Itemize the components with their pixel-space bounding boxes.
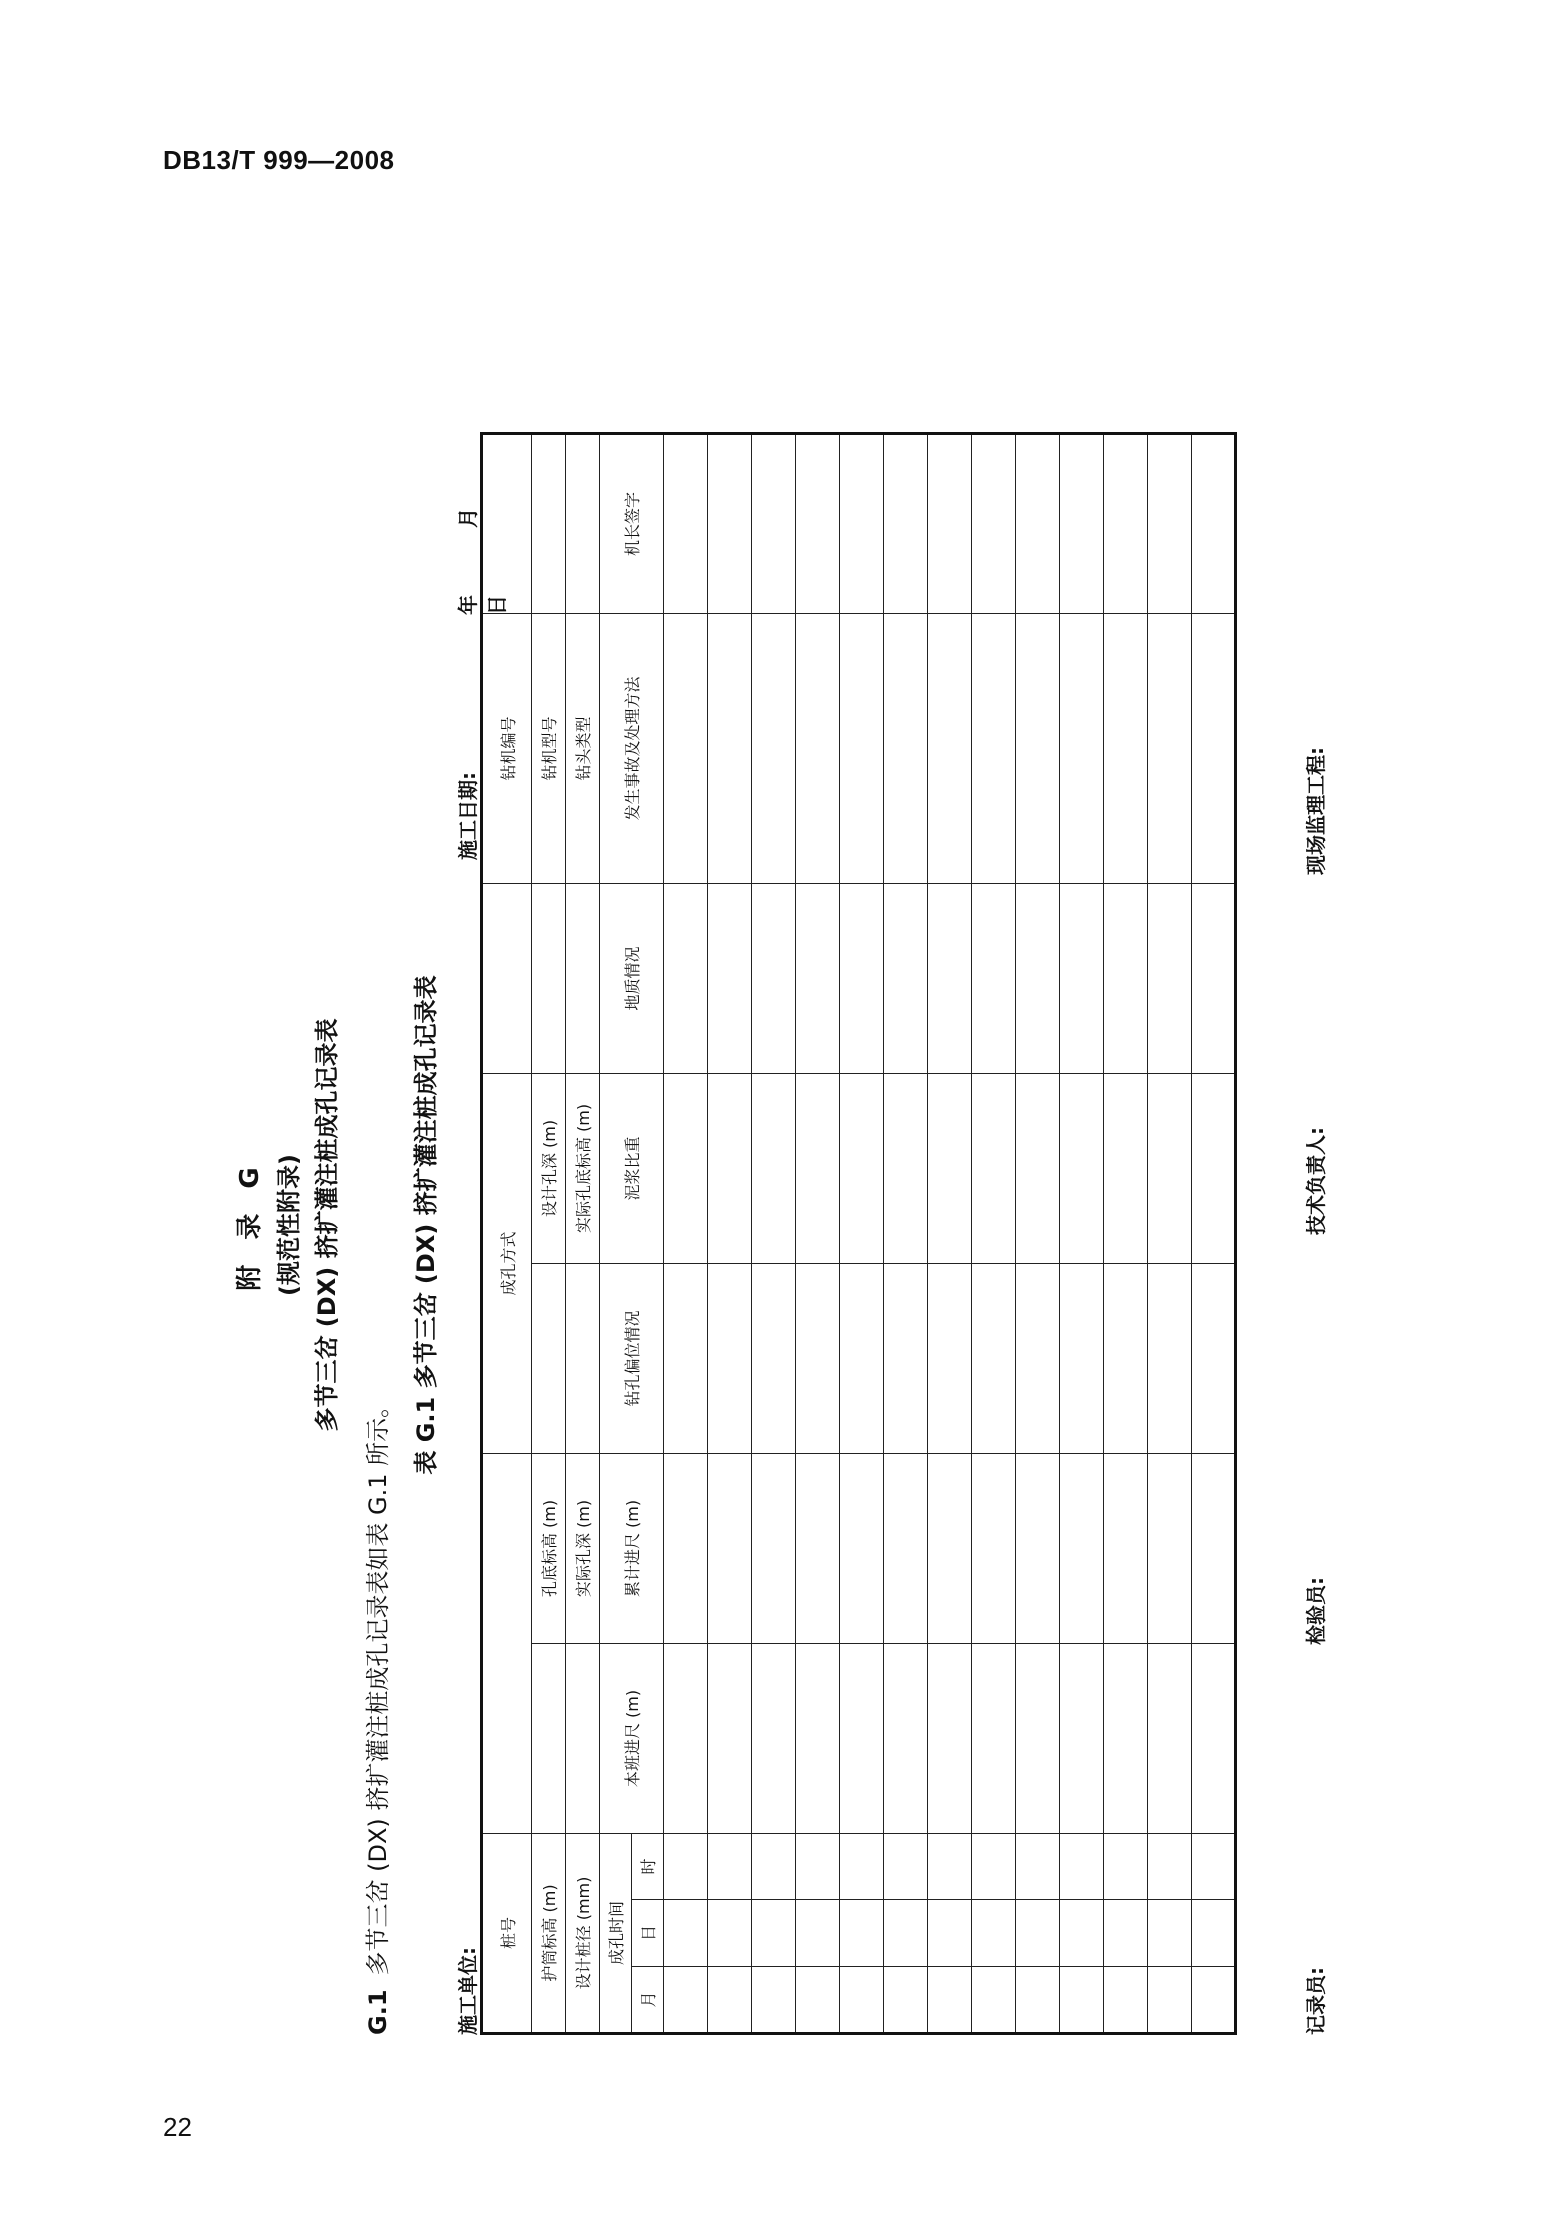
table-cell[interactable]: [1192, 883, 1236, 1073]
table-cell[interactable]: [796, 1453, 840, 1643]
table-row: [1016, 433, 1060, 2033]
boring-time-header: 成孔时间: [600, 1833, 632, 2033]
actual-bottom-elevation-value[interactable]: [566, 883, 600, 1073]
table-cell[interactable]: [1104, 1643, 1148, 1833]
table-cell[interactable]: [972, 613, 1016, 883]
construction-date-label: 施工日期:: [456, 772, 480, 860]
table-row: [752, 433, 796, 2033]
design-diameter-value[interactable]: [566, 1643, 600, 1833]
table-cell[interactable]: [796, 433, 840, 613]
table-cell[interactable]: [708, 1833, 752, 1899]
table-cell[interactable]: [928, 883, 972, 1073]
page-number: 22: [163, 2112, 192, 2142]
table-cell[interactable]: [1104, 433, 1148, 613]
appendix-titles: [230, 415, 346, 2035]
table-cell[interactable]: [796, 1643, 840, 1833]
table-cell[interactable]: [1192, 433, 1236, 613]
table-row: [1060, 433, 1104, 2033]
table-cell[interactable]: [1060, 1833, 1104, 1899]
geology-header: 地质情况: [600, 883, 664, 1073]
table-row: [840, 433, 884, 2033]
shift-footage-header: 本班进尺 (m): [600, 1643, 664, 1833]
table-cell[interactable]: [664, 613, 708, 883]
mud-density-header: 泥浆比重: [600, 1073, 664, 1263]
table-cell[interactable]: [664, 1833, 708, 1899]
tech-lead-label: 技术负责人:: [1304, 1127, 1328, 1235]
table-cell[interactable]: [840, 433, 884, 613]
table-row: [1104, 433, 1148, 2033]
table-cell[interactable]: [752, 1073, 796, 1263]
bit-type-value[interactable]: [566, 433, 600, 613]
accident-header: 发生事故及处理方法: [600, 613, 664, 883]
bit-type-label: 钻头类型: [566, 613, 600, 883]
table-cell[interactable]: [796, 1263, 840, 1453]
rig-model-label: 钻机型号: [532, 613, 566, 883]
table-cell[interactable]: [840, 1833, 884, 1899]
hour-header: 时: [632, 1833, 664, 1899]
table-cell[interactable]: [708, 1073, 752, 1263]
actual-bottom-elevation-label: 实际孔底标高 (m): [566, 1073, 600, 1263]
info-row-3: [566, 433, 600, 2033]
table-cell[interactable]: [1148, 1453, 1192, 1643]
table-cell[interactable]: [1192, 1073, 1236, 1263]
table-cell[interactable]: [796, 1833, 840, 1899]
table-row: [796, 433, 840, 2033]
table-cell[interactable]: [664, 1453, 708, 1643]
table-cell[interactable]: [928, 1967, 972, 2034]
table-cell[interactable]: [972, 1073, 1016, 1263]
table-cell[interactable]: [1016, 883, 1060, 1073]
table-cell[interactable]: [1060, 883, 1104, 1073]
table-cell[interactable]: [1060, 1967, 1104, 2034]
table-cell[interactable]: [1148, 1967, 1192, 2034]
table-cell[interactable]: [796, 1073, 840, 1263]
inspector-label: 检验员:: [1304, 1577, 1328, 1645]
table-cell[interactable]: [752, 1833, 796, 1899]
table-cell[interactable]: [840, 1263, 884, 1453]
table-cell[interactable]: [840, 1643, 884, 1833]
day-header: 日: [632, 1900, 664, 1967]
table-cell[interactable]: [1016, 1967, 1060, 2034]
actual-depth-label: 实际孔深 (m): [566, 1453, 600, 1643]
table-cell[interactable]: [972, 1900, 1016, 1967]
table-cell[interactable]: [1060, 1073, 1104, 1263]
table-cell[interactable]: [1104, 1900, 1148, 1967]
table-cell[interactable]: [972, 883, 1016, 1073]
clause-text: 多节三岔 (DX) 挤扩灌注桩成孔记录表如表 G.1 所示。: [364, 1393, 392, 1976]
table-cell[interactable]: [884, 883, 928, 1073]
table-cell[interactable]: [1016, 1643, 1060, 1833]
table-cell[interactable]: [1016, 1453, 1060, 1643]
table-cell[interactable]: [972, 1263, 1016, 1453]
table-cell[interactable]: [664, 1643, 708, 1833]
table-cell[interactable]: [840, 1073, 884, 1263]
table-cell[interactable]: [708, 883, 752, 1073]
table-cell[interactable]: [664, 433, 708, 613]
table-row: [1192, 433, 1236, 2033]
hole-bottom-elevation-value[interactable]: [532, 1263, 566, 1453]
table-cell[interactable]: [1060, 1263, 1104, 1453]
table-title: 表 G.1 多节三岔 (DX) 挤扩灌注桩成孔记录表: [412, 975, 440, 1475]
table-cell[interactable]: [1148, 883, 1192, 1073]
signature-header: 机长签字: [600, 433, 664, 613]
month-header: 月: [632, 1967, 664, 2034]
table-cell[interactable]: [752, 1967, 796, 2034]
table-cell[interactable]: [752, 883, 796, 1073]
table-cell[interactable]: [1104, 1263, 1148, 1453]
table-cell[interactable]: [796, 613, 840, 883]
table-cell[interactable]: [1148, 1263, 1192, 1453]
table-cell[interactable]: [884, 1643, 928, 1833]
table-cell[interactable]: [840, 1967, 884, 2034]
boring-method-label: 成孔方式: [482, 1073, 532, 1453]
table-cell[interactable]: [1104, 1453, 1148, 1643]
cumulative-footage-header: 累计进尺 (m): [600, 1453, 664, 1643]
table-cell[interactable]: [1104, 1073, 1148, 1263]
table-cell[interactable]: [1016, 1073, 1060, 1263]
recorder-label: 记录员:: [1304, 1967, 1328, 2035]
construction-unit-label: 施工单位:: [456, 1947, 480, 2035]
table-cell[interactable]: [972, 1833, 1016, 1899]
clause-number: G.1: [364, 1989, 392, 2035]
table-cell[interactable]: [884, 433, 928, 613]
table-cell[interactable]: [1148, 1073, 1192, 1263]
table-row: [884, 433, 928, 2033]
info-row-1: [482, 433, 532, 2033]
table-cell[interactable]: [752, 1643, 796, 1833]
table-cell[interactable]: [884, 1263, 928, 1453]
table-cell[interactable]: [972, 1453, 1016, 1643]
standard-code: DB13/T 999—2008: [163, 145, 395, 175]
table-cell[interactable]: [1060, 433, 1104, 613]
table-cell[interactable]: [664, 1073, 708, 1263]
table-cell[interactable]: [972, 1967, 1016, 2034]
deviation-header: 钻孔偏位情况: [600, 1263, 664, 1453]
table-cell[interactable]: [664, 883, 708, 1073]
table-cell[interactable]: [1016, 1900, 1060, 1967]
table-cell[interactable]: [840, 883, 884, 1073]
boring-method-value[interactable]: [482, 883, 532, 1073]
table-row: [1148, 433, 1192, 2033]
table-cell[interactable]: [752, 1900, 796, 1967]
table-cell[interactable]: [884, 613, 928, 883]
table-cell[interactable]: [1148, 613, 1192, 883]
table-cell[interactable]: [928, 1833, 972, 1899]
table-cell[interactable]: [1060, 1453, 1104, 1643]
table-cell[interactable]: [1060, 613, 1104, 883]
table-cell[interactable]: [1192, 613, 1236, 883]
table-cell[interactable]: [708, 1643, 752, 1833]
table-cell[interactable]: [1192, 1900, 1236, 1967]
table-cell[interactable]: [1016, 613, 1060, 883]
design-depth-value[interactable]: [532, 883, 566, 1073]
rig-model-value[interactable]: [532, 433, 566, 613]
table-cell[interactable]: [664, 1900, 708, 1967]
table-cell[interactable]: [928, 613, 972, 883]
record-rows: [664, 433, 1236, 2033]
table-cell[interactable]: [708, 1967, 752, 2034]
table-cell[interactable]: [928, 1643, 972, 1833]
table-row: [708, 433, 752, 2033]
table-cell[interactable]: [840, 1453, 884, 1643]
casing-elevation-value[interactable]: [532, 1643, 566, 1833]
construction-date-fields: 年 月 日: [456, 478, 509, 615]
rotated-content: [150, 415, 1350, 2035]
clause-paragraph: [358, 1394, 393, 2035]
table-cell[interactable]: [1016, 433, 1060, 613]
table-cell[interactable]: [708, 433, 752, 613]
table-cell[interactable]: [840, 1900, 884, 1967]
table-cell[interactable]: [840, 613, 884, 883]
hole-bottom-elevation-label: 孔底标高 (m): [532, 1453, 566, 1643]
rig-number-label: 钻机编号: [482, 613, 532, 883]
header-row-1: [600, 433, 632, 2033]
table-cell[interactable]: [1016, 1263, 1060, 1453]
table-cell[interactable]: [752, 1263, 796, 1453]
supervisor-label: 现场监理工程:: [1304, 747, 1328, 875]
table-cell[interactable]: [884, 1900, 928, 1967]
pile-number-value[interactable]: [482, 1453, 532, 1833]
actual-depth-value[interactable]: [566, 1263, 600, 1453]
table-cell[interactable]: [1148, 1900, 1192, 1967]
table-cell[interactable]: [1192, 1263, 1236, 1453]
info-row-2: [532, 433, 566, 2033]
table-row: [664, 433, 708, 2033]
table-cell[interactable]: [884, 1073, 928, 1263]
table-cell[interactable]: [1148, 1833, 1192, 1899]
table-cell[interactable]: [1192, 1643, 1236, 1833]
record-table: [480, 432, 1237, 2035]
table-cell[interactable]: [1148, 433, 1192, 613]
table-row: [972, 433, 1016, 2033]
table-cell[interactable]: [664, 1263, 708, 1453]
table-cell[interactable]: [708, 1263, 752, 1453]
table-cell[interactable]: [1060, 1643, 1104, 1833]
rig-number-value[interactable]: [482, 433, 532, 613]
table-cell[interactable]: [928, 1263, 972, 1453]
table-cell[interactable]: [1192, 1453, 1236, 1643]
table-cell[interactable]: [928, 1073, 972, 1263]
table-cell[interactable]: [884, 1833, 928, 1899]
table-cell[interactable]: [1192, 1833, 1236, 1899]
table-cell[interactable]: [928, 1453, 972, 1643]
design-depth-label: 设计孔深 (m): [532, 1073, 566, 1263]
table-cell[interactable]: [708, 613, 752, 883]
table-cell[interactable]: [708, 1453, 752, 1643]
appendix-heading: 多节三岔 (DX) 挤扩灌注桩成孔记录表: [313, 1018, 341, 1432]
casing-elevation-label: 护筒标高 (m): [532, 1833, 566, 2033]
design-diameter-label: 设计桩径 (mm): [566, 1833, 600, 2033]
table-cell[interactable]: [1060, 1900, 1104, 1967]
table-cell[interactable]: [1104, 1967, 1148, 2034]
appendix-title: 附 录 G: [235, 1159, 265, 1291]
table-row: [928, 433, 972, 2033]
table-cell[interactable]: [928, 1900, 972, 1967]
table-cell[interactable]: [884, 1453, 928, 1643]
table-cell[interactable]: [1104, 883, 1148, 1073]
table-cell[interactable]: [796, 1967, 840, 2034]
table-cell[interactable]: [1192, 1967, 1236, 2034]
table-cell[interactable]: [1148, 1643, 1192, 1833]
table-cell[interactable]: [796, 1900, 840, 1967]
table-cell[interactable]: [752, 1453, 796, 1643]
table-cell[interactable]: [708, 1900, 752, 1967]
table-cell[interactable]: [884, 1967, 928, 2034]
table-cell[interactable]: [752, 613, 796, 883]
appendix-subtitle: (规范性附录): [275, 1154, 303, 1296]
table-cell[interactable]: [1016, 1833, 1060, 1899]
pile-number-label: 桩号: [482, 1833, 532, 2033]
table-cell[interactable]: [972, 433, 1016, 613]
table-cell[interactable]: [664, 1967, 708, 2034]
table-cell[interactable]: [1104, 613, 1148, 883]
table-cell[interactable]: [1104, 1833, 1148, 1899]
table-cell[interactable]: [752, 433, 796, 613]
table-cell[interactable]: [796, 883, 840, 1073]
table-cell[interactable]: [972, 1643, 1016, 1833]
table-cell[interactable]: [928, 433, 972, 613]
